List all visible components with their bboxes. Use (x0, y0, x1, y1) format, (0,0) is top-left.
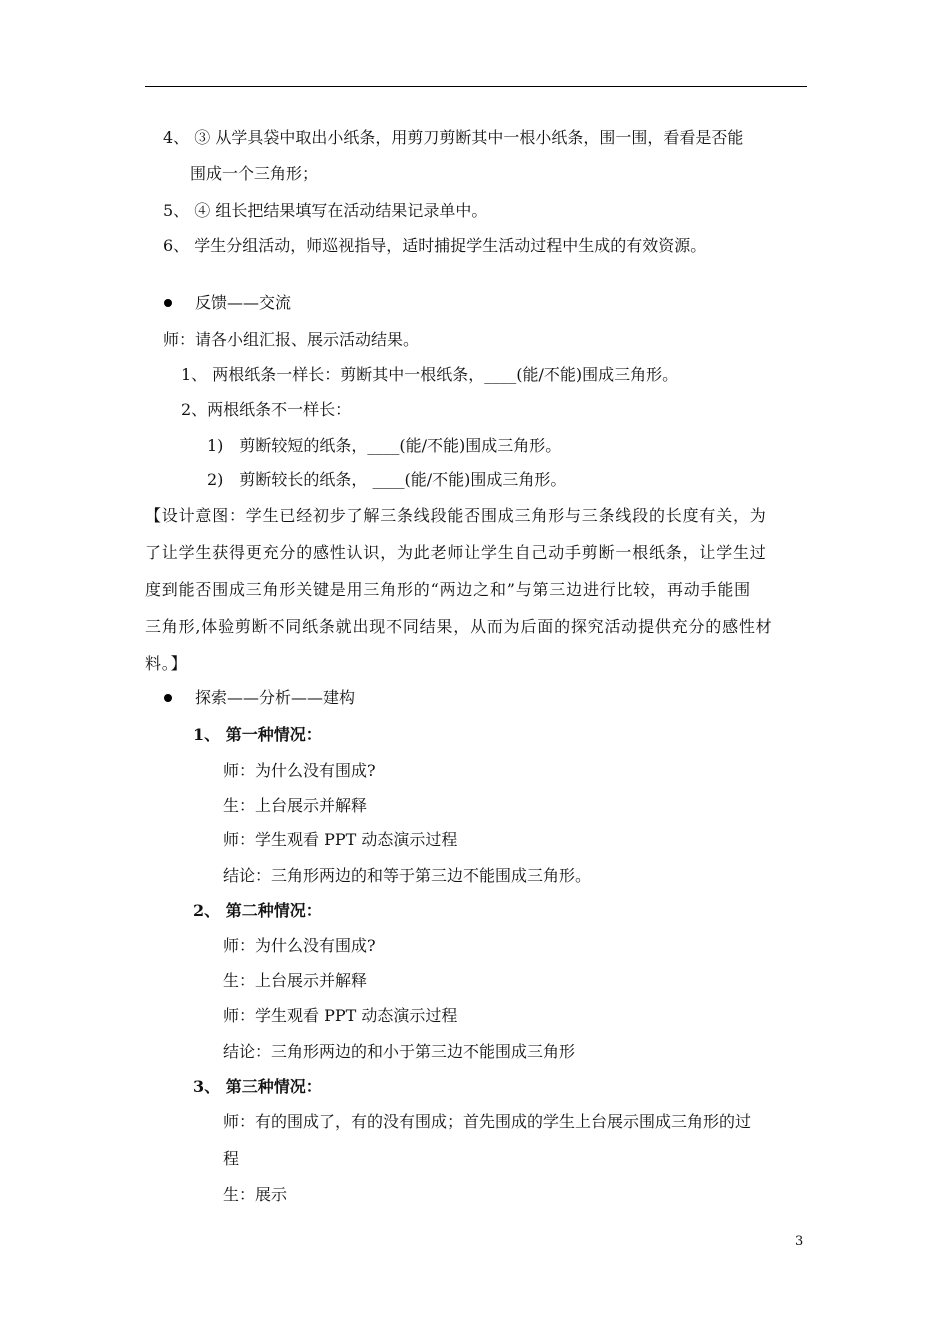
case-2-line: 师：学生观看 PPT 动态演示过程 (223, 1006, 458, 1025)
step-number: 4、 (163, 128, 190, 147)
case-3-title: 3、 第三种情况： (193, 1077, 322, 1096)
design-intent-line: 料。】 (145, 654, 188, 673)
case-2-title: 2、 第二种情况： (193, 901, 322, 920)
design-intent-line: 【设计意图：学生已经初步了解三条线段能否围成三角形与三条线段的长度有关，为 (145, 506, 767, 525)
bullet-icon (164, 694, 172, 702)
case-2-conclusion: 结论：三角形两边的和小于第三边不能围成三角形 (223, 1042, 576, 1061)
case-1-conclusion: 结论：三角形两边的和等于第三边不能围成三角形。 (223, 866, 592, 885)
explore-heading: 探索——分析——建构 (195, 688, 356, 707)
design-intent-line: 度到能否围成三角形关键是用三角形的“两边之和”与第三边进行比较，再动手能围 (145, 580, 751, 599)
feedback-subitem-2: 2) 剪断较长的纸条， ____(能/不能)围成三角形。 (207, 470, 567, 489)
case-2-line: 师：为什么没有围成? (223, 936, 376, 955)
case-1-line: 生：上台展示并解释 (223, 796, 368, 815)
page-number: 3 (795, 1234, 804, 1249)
step-number: 5、 (163, 201, 190, 220)
feedback-teacher-line: 师：请各小组汇报、展示活动结果。 (163, 330, 420, 349)
step-5 (163, 201, 487, 221)
step-text: ③ 从学具袋中取出小纸条，用剪刀剪断其中一根小纸条，围一围，看看是否能 (194, 128, 744, 147)
step-text: 学生分组活动，师巡视指导，适时捕捉学生活动过程中生成的有效资源。 (194, 236, 707, 255)
case-1-title: 1、 第一种情况： (193, 725, 322, 744)
feedback-heading: 反馈——交流 (195, 293, 292, 312)
feedback-item-2: 2、两根纸条不一样长： (181, 400, 352, 419)
case-3-line: 生：展示 (223, 1185, 288, 1204)
design-intent-line: 了让学生获得更充分的感性认识，为此老师让学生自己动手剪断一根纸条，让学生过 (145, 543, 767, 562)
case-3-line: 师：有的围成了，有的没有围成；首先围成的学生上台展示围成三角形的过 (223, 1112, 752, 1131)
step-number: 6、 (163, 236, 190, 255)
case-2-line: 生：上台展示并解释 (223, 971, 368, 990)
header-rule (145, 86, 807, 87)
feedback-item-1: 1、 两根纸条一样长：剪断其中一根纸条，____(能/不能)围成三角形。 (181, 365, 679, 384)
step-4-continuation: 围成一个三角形； (190, 164, 319, 183)
bullet-icon (164, 299, 172, 307)
step-4 (163, 128, 743, 148)
case-1-line: 师：学生观看 PPT 动态演示过程 (223, 830, 458, 849)
step-text: ④ 组长把结果填写在活动结果记录单中。 (194, 201, 488, 220)
step-6 (163, 236, 706, 256)
case-1-line: 师：为什么没有围成? (223, 761, 376, 780)
case-3-line: 程 (223, 1149, 240, 1168)
design-intent-line: 三角形,体验剪断不同纸条就出现不同结果，从而为后面的探究活动提供充分的感性材 (145, 617, 773, 636)
feedback-subitem-1: 1) 剪断较短的纸条，____(能/不能)围成三角形。 (207, 436, 562, 455)
